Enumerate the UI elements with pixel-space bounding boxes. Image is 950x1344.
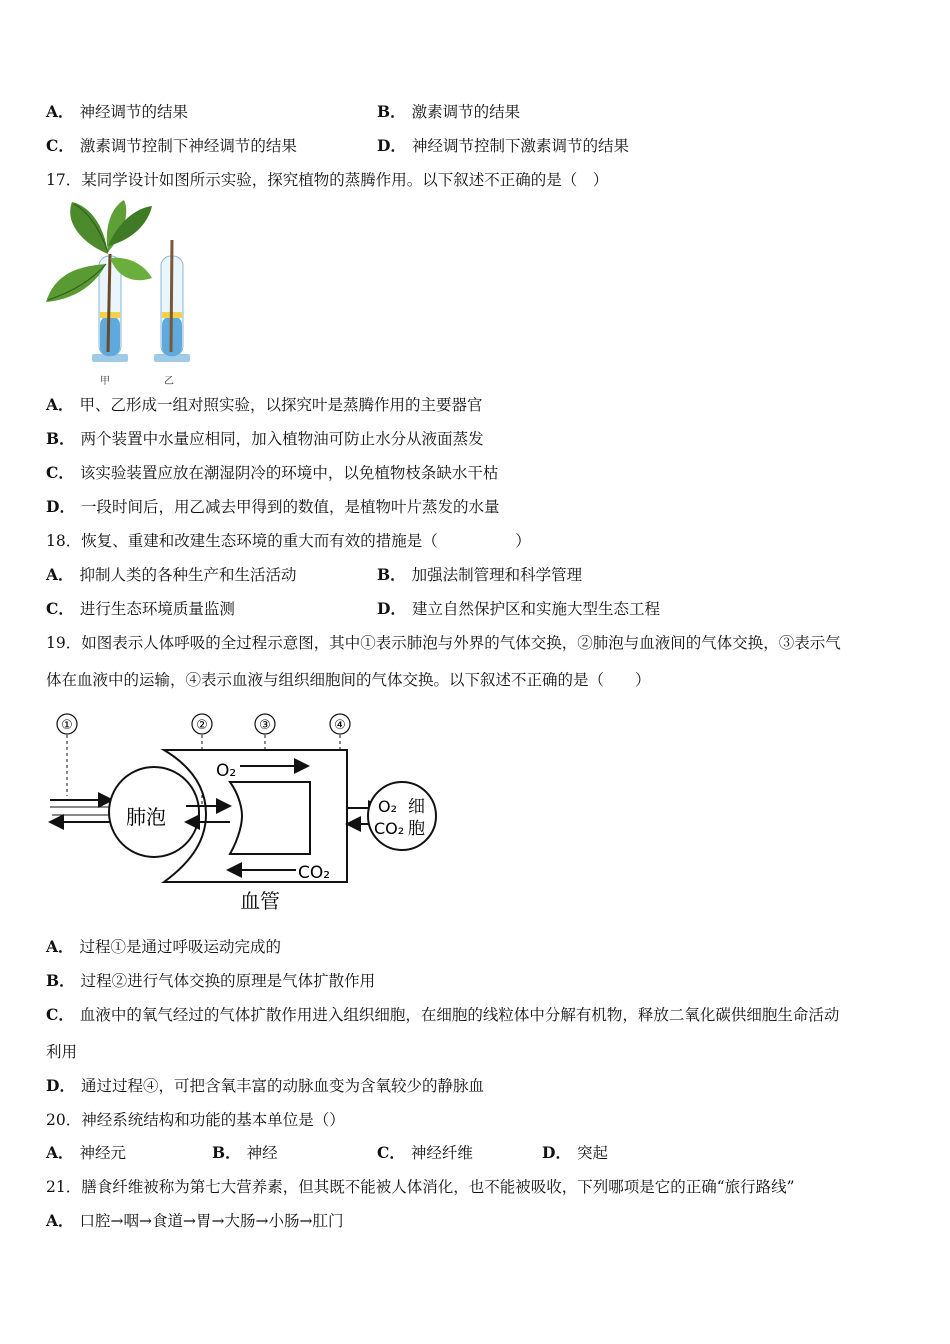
q20-option-c: C． 神经纤维	[377, 1143, 473, 1162]
o2-label-top: O₂	[216, 761, 237, 781]
q19-option-d: D． 通过过程④，可把含氧丰富的动脉血变为含氧较少的静脉血	[46, 1076, 484, 1095]
q19-stem-line2: 体在血液中的运输，④表示血液与组织细胞间的气体交换。以下叙述不正确的是（ ）	[46, 671, 651, 689]
tube-yi	[154, 240, 190, 362]
q17-option-a: A． 甲、乙形成一组对照实验，以探究叶是蒸腾作用的主要器官	[46, 395, 483, 414]
svg-text:肺泡: 肺泡	[126, 805, 166, 829]
vessel-label: 血管	[240, 889, 280, 913]
svg-text:细: 细	[408, 797, 425, 817]
transpiration-experiment-figure	[44, 194, 194, 390]
q16-option-c: C． 激素调节控制下神经调节的结果	[46, 136, 297, 155]
q17-stem: 17．某同学设计如图所示实验，探究植物的蒸腾作用。以下叙述不正确的是（ ）	[46, 171, 609, 189]
svg-text:②: ②	[196, 718, 208, 733]
q17-option-b: B． 两个装置中水量应相同，加入植物油可防止水分从液面蒸发	[46, 429, 484, 448]
q20-option-a: A． 神经元	[46, 1143, 127, 1162]
svg-text:③: ③	[259, 718, 271, 733]
q19-option-a: A． 过程①是通过呼吸运动完成的	[46, 937, 282, 956]
q19-stem-line1: 19．如图表示人体呼吸的全过程示意图，其中①表示肺泡与外界的气体交换，②肺泡与血液间的气体交换，③表示气	[46, 634, 841, 652]
q18-option-d: D． 建立自然保护区和实施大型生态工程	[377, 599, 660, 618]
q20-option-d: D． 突起	[542, 1143, 608, 1162]
tissue-cell	[368, 782, 436, 850]
svg-text:①: ①	[61, 718, 73, 733]
q18-stem: 18．恢复、重建和改建生态环境的重大而有效的措施是（ ）	[46, 532, 531, 550]
svg-text:O₂: O₂	[378, 797, 398, 816]
marker-1	[57, 714, 77, 796]
label-yi: 乙	[164, 376, 174, 387]
q17-option-c: C． 该实验装置应放在潮湿阴冷的环境中，以免植物枝条缺水干枯	[46, 463, 499, 482]
q21-stem: 21．膳食纤维被称为第七大营养素，但其既不能被人体消化，也不能被吸收，下列哪项是它的正确“旅行路线”	[46, 1178, 795, 1196]
q16-option-a: A． 神经调节的结果	[46, 102, 189, 121]
svg-text:CO₂: CO₂	[374, 819, 405, 838]
svg-text:胞: 胞	[408, 819, 425, 839]
q21-option-a: A． 口腔→咽→食道→胃→大肠→小肠→肛门	[46, 1211, 344, 1230]
q18-option-b: B． 加强法制管理和科学管理	[377, 565, 583, 584]
q18-option-a: A． 抑制人类的各种生产和生活活动	[46, 565, 297, 584]
q19-option-c-continued: 利用	[46, 1043, 78, 1061]
q16-option-d: D． 神经调节控制下激素调节的结果	[377, 136, 629, 155]
q20-option-b: B． 神经	[212, 1143, 278, 1162]
q16-option-b: B． 激素调节的结果	[377, 102, 521, 121]
svg-text:④: ④	[334, 718, 346, 733]
label-jia: 甲	[100, 376, 110, 387]
q19-option-b: B． 过程②进行气体交换的原理是气体扩散作用	[46, 971, 376, 990]
q19-option-c: C． 血液中的氧气经过的气体扩散作用进入组织细胞，在细胞的线粒体中分解有机物，释放二氧化碳供细胞生命活动	[46, 1005, 840, 1024]
q18-option-c: C． 进行生态环境质量监测	[46, 599, 235, 618]
q17-option-d: D． 一段时间后，用乙减去甲得到的数值，是植物叶片蒸发的水量	[46, 497, 500, 516]
respiration-process-diagram	[44, 710, 444, 916]
q20-stem: 20．神经系统结构和功能的基本单位是（）	[46, 1111, 345, 1129]
co2-label-bottom: CO₂	[298, 863, 331, 883]
